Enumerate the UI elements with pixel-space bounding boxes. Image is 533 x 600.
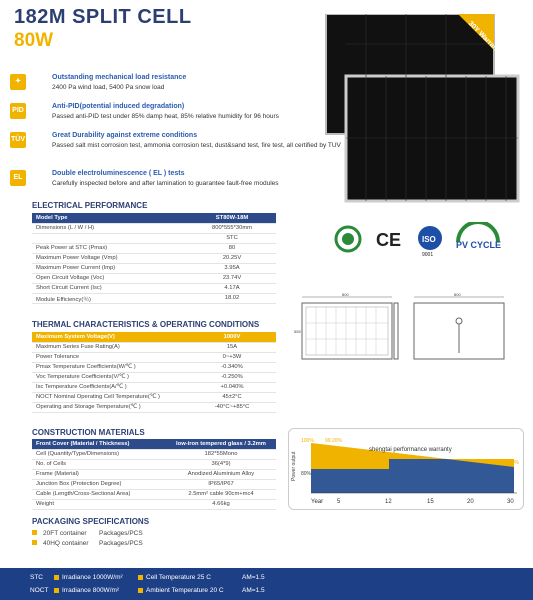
- svg-text:30: 30: [507, 499, 514, 505]
- page-title: 182M SPLIT CELL: [14, 6, 192, 28]
- packaging-list: 20FT container Packages/PCS 40HQ container Packages/PCS: [32, 530, 232, 550]
- cert-logos: [332, 222, 522, 258]
- svg-text:80%: 80%: [509, 460, 520, 466]
- feature-title: Double electroluminescence ( EL ) tests: [52, 170, 185, 177]
- feature-title: Great Durability against extreme conditions: [52, 132, 198, 139]
- feature-desc: Carefully inspected before and after lamination to guarantee fault-free modules: [52, 180, 279, 187]
- svg-text:80%: 80%: [301, 471, 312, 477]
- svg-text:99.20%: 99.20%: [325, 438, 342, 444]
- svg-text:800: 800: [342, 293, 349, 297]
- pvcycle-logo: PV CYCLE: [456, 240, 502, 250]
- ce-mark: CE: [376, 230, 402, 250]
- electrical-table: Model Type ST80W-18M Dimensions (L / W / H) 800*555*30mm STC Peak Power at STC (Pmax) 80 Maximum Power Voltage (Vmp) 20.25V Maximum Power Current (Imp) 3.95A Open Circuit Voltage (Voc) 23.74V Short Circuit Current (Isc) 4.17A Module Efficiency(％) 18.02: [32, 213, 276, 304]
- section-title: THERMAL CHARACTERISTICS & OPERATING CONDITIONS: [32, 320, 260, 329]
- svg-text:Year: Year: [311, 499, 324, 505]
- svg-text:555: 555: [294, 329, 301, 334]
- thermal-table: Maximum System Voltage(V) 1000V Maximum Series Fuse Rating(A) 15A Power Tolerance 0~+3W Pmax Temperature Coefficients(W/℃ ) -0.340% Voc Temperature Coefficients(V/℃ ) -0.250% Isc Temperature Coefficients(A/℃ ) +0.040% NOCT Nominal Operating Cell Temperature(℃ ) 45±2°C Operating and Storage Temperature(℃ ) -40°C~+85°C: [32, 332, 276, 413]
- svg-text:100%: 100%: [301, 438, 314, 444]
- load-icon: ✦: [10, 74, 26, 90]
- el-icon: EL: [10, 170, 26, 186]
- svg-text:5: 5: [337, 499, 341, 505]
- svg-text:9001: 9001: [422, 252, 434, 258]
- solar-panel-image: [318, 14, 524, 204]
- feature-title: Anti-PID(potential induced degradation): [52, 103, 185, 110]
- svg-text:20: 20: [467, 499, 474, 505]
- pid-icon: PID: [10, 103, 26, 119]
- svg-text:15: 15: [427, 499, 434, 505]
- svg-text:ISO: ISO: [422, 235, 436, 244]
- dimension-drawing: [290, 293, 530, 363]
- feature-desc: 2400 Pa wind load, 5400 Pa snow load: [52, 84, 165, 91]
- warranty-chart: [288, 428, 524, 510]
- section-title: ELECTRICAL PERFORMANCE: [32, 201, 148, 210]
- section-title: PACKAGING SPECIFICATIONS: [32, 517, 150, 526]
- footer-bar: STC Irradiance 1000W/m² Cell Temperature 25 C AM=1.5 NOCT Irradiance 800W/m² Ambient Temperature 20 C AM=1.5: [0, 568, 533, 600]
- svg-text:12: 12: [385, 499, 392, 505]
- svg-text:shengtai performance warranty: shengtai performance warranty: [369, 447, 452, 453]
- section-title: CONSTRUCTION MATERIALS: [32, 428, 145, 437]
- svg-text:800: 800: [454, 293, 461, 297]
- tuv-icon: TÜV: [10, 132, 26, 148]
- power-rating: 80W: [14, 30, 54, 51]
- feature-title: Outstanding mechanical load resistance: [52, 74, 187, 81]
- feature-desc: Passed anti-PID test under 85% damp heat, 85% relative humidity for 96 hours: [52, 113, 279, 120]
- feature-desc: Passed salt mist corrosion test, ammonia corrosion test, dust&sand test, fire test, all certified by TUV: [52, 142, 341, 149]
- svg-text:Power output: Power output: [291, 451, 297, 481]
- construction-table: Front Cover (Material / Thickness) low-iron tempered glass / 3.2mm Cell (Quantity/Type/Dimensions) 182*55Mono No. of Cells 36(4*9) Frame (Material) Anodized Aluminium Alloy Junction Box (Protection Degree) IP65/IP67 Cable (Length/Cross-Sectional Area) 2.5mm² cable 90cm+mc4 Weight 4.66kg: [32, 439, 276, 510]
- warranty-badge: 30Y Warranty: [466, 20, 504, 57]
